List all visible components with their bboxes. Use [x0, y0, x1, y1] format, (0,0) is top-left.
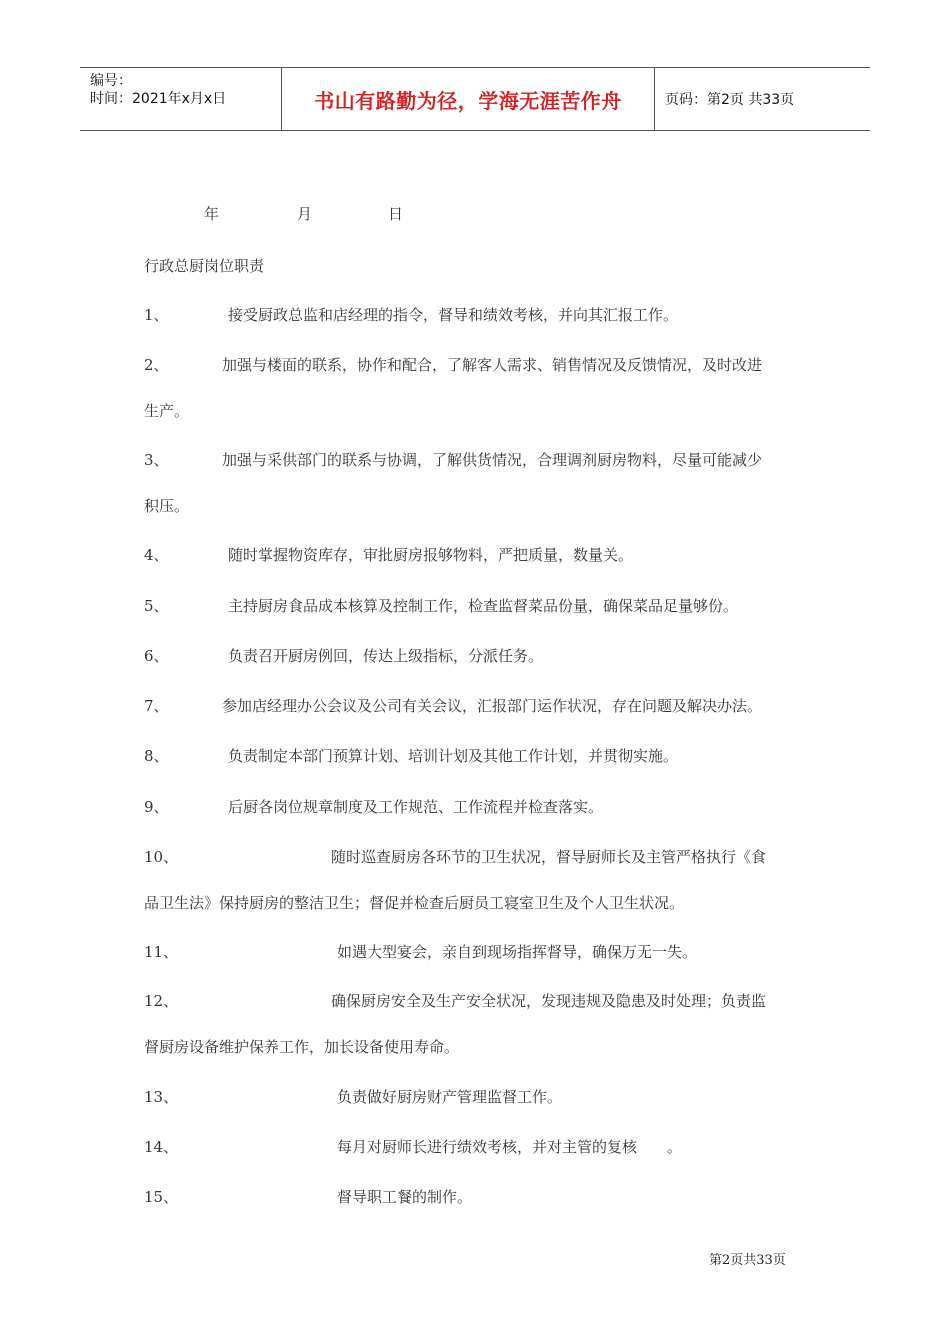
item-number: 3、 — [144, 451, 169, 469]
item-number: 9、 — [144, 798, 169, 816]
item-number: 2、 — [144, 356, 169, 374]
item-number: 15、 — [144, 1188, 179, 1206]
item-text: 后厨各岗位规章制度及工作规范、工作流程并检查落实。 — [228, 798, 604, 816]
item-text: 确保厨房安全及生产安全状况，发现违规及隐患及时处理；负责监 — [331, 992, 767, 1010]
page-footer-number: 第2页共33页 — [709, 1253, 786, 1268]
item-text: 随时掌握物资库存，审批厨房报够物料，严把质量，数量关。 — [228, 546, 634, 564]
date-year: 年 — [204, 205, 220, 223]
item-text: 负责制定本部门预算计划、培训计划及其他工作计划，并贯彻实施。 — [228, 747, 679, 765]
header-page-info: 页码：第2页 共33页 — [665, 92, 795, 108]
item-text: 随时巡查厨房各环节的卫生状况，督导厨师长及主管严格执行《食 — [331, 848, 767, 866]
item-number: 13、 — [144, 1088, 179, 1106]
item-text: 加强与楼面的联系，协作和配合，了解客人需求、销售情况及反馈情况，及时改进 — [222, 356, 763, 374]
document-time: 时间：2021年x月x日 — [90, 91, 227, 107]
header-meta-cell — [80, 68, 281, 130]
header-motto-cell — [281, 68, 655, 130]
item-text-continued: 品卫生法》保持厨房的整洁卫生；督促并检查后厨员工寝室卫生及个人卫生状况。 — [144, 894, 685, 912]
header-motto: 书山有路勤为径，学海无涯苦作舟 — [314, 88, 622, 113]
item-text: 如遇大型宴会，亲自到现场指挥督导，确保万无一失。 — [337, 943, 698, 961]
item-text: 参加店经理办公会议及公司有关会议，汇报部门运作状况，存在问题及解决办法。 — [222, 697, 763, 715]
item-number: 12、 — [144, 992, 179, 1010]
item-text: 负责召开厨房例回，传达上级指标，分派任务。 — [228, 647, 544, 665]
item-number: 6、 — [144, 647, 169, 665]
item-text: 每月对厨师长进行绩效考核，并对主管的复核 。 — [337, 1138, 683, 1156]
item-number: 4、 — [144, 546, 169, 564]
item-number: 8、 — [144, 747, 169, 765]
document-title: 行政总厨岗位职责 — [144, 257, 265, 275]
document-code-label: 编号： — [90, 73, 132, 89]
item-text-continued: 积压。 — [144, 497, 190, 515]
item-text: 负责做好厨房财产管理监督工作。 — [337, 1088, 563, 1106]
item-number: 10、 — [144, 848, 179, 866]
item-number: 5、 — [144, 597, 169, 615]
item-number: 11、 — [144, 943, 179, 961]
page-header — [80, 67, 870, 131]
item-number: 1、 — [144, 306, 169, 324]
item-number: 14、 — [144, 1138, 179, 1156]
date-month: 月 — [297, 205, 313, 223]
item-number: 7、 — [144, 697, 169, 715]
item-text: 主持厨房食品成本核算及控制工作，检查监督菜品份量，确保菜品足量够份。 — [228, 597, 739, 615]
item-text-continued: 生产。 — [144, 402, 190, 420]
item-text: 接受厨政总监和店经理的指令，督导和绩效考核，并向其汇报工作。 — [228, 306, 679, 324]
header-page-cell — [655, 68, 870, 130]
date-day: 日 — [388, 205, 404, 223]
item-text: 加强与采供部门的联系与协调，了解供货情况，合理调剂厨房物料，尽量可能减少 — [222, 451, 763, 469]
item-text: 督导职工餐的制作。 — [337, 1188, 473, 1206]
item-text-continued: 督厨房设备维护保养工作，加长设备使用寿命。 — [144, 1038, 460, 1056]
